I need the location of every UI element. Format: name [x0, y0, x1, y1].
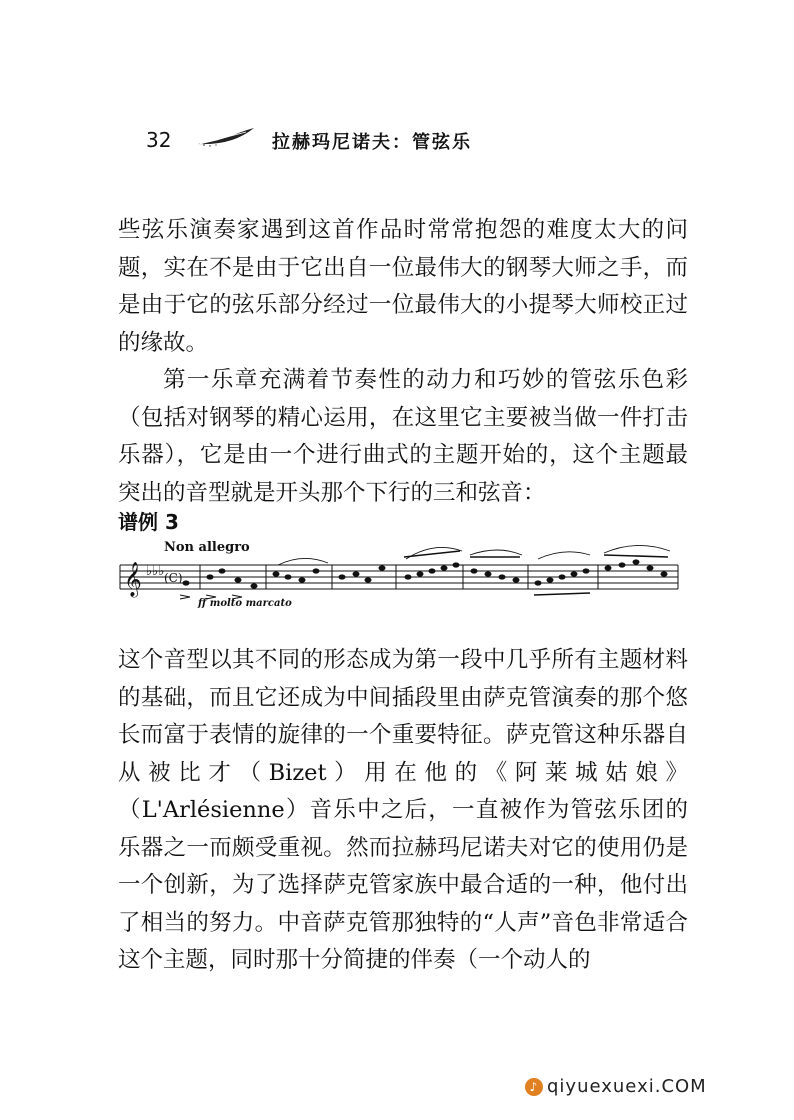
dynamic-marking: ff molto marcato [198, 598, 292, 609]
paragraph-1: 些弦乐演奏家遇到这首作品时常常抱怨的难度太大的问题，实在不是由于它出自一位最伟大的钢琴大师之手，而是由于它的弦乐部分经过一位最伟大的小提琴大师校正过的缘故。 [118, 217, 688, 356]
music-logo-icon: ♪ [525, 1078, 543, 1096]
example-label: 谱例 3 [118, 510, 179, 534]
treble-clef-icon: 𝄞 [124, 562, 142, 597]
page-number: 32 [146, 128, 172, 152]
site-watermark [525, 1076, 707, 1097]
music-example [118, 535, 688, 620]
svg-text:(C): (C) [164, 571, 183, 585]
feather-ornament-icon [196, 126, 256, 148]
tempo-marking: Non allegro [164, 540, 250, 555]
running-title: 拉赫玛尼诺夫：管弦乐 [272, 132, 472, 153]
page-header [146, 124, 706, 160]
svg-text:♭♭♭: ♭♭♭ [146, 564, 165, 579]
paragraph-3: 这个音型以其不同的形态成为第一段中几乎所有主题材料的基础，而且它还成为中间插段里由萨克管演奏的那个悠长而富于表情的旋律的一个重要特征。萨克管这种乐器自从被比才（Bizet）用在他的《阿莱城姑娘》（L'Arlésienne）音乐中之后，一直被作为管弦乐团的乐器之一而颇受重视。然而拉赫玛尼诺夫对它的使用仍是一个创新，为了选择萨克管家族中最合适的一种，他付出了相当的努力。中音萨克管那独特的“人声”音色非常适合这个主题，同时那十分简捷的伴奏（一个动人的 [118, 647, 688, 973]
watermark-text: qiyuexuexi.COM [547, 1076, 707, 1097]
paragraph-2: 第一乐章充满着节奏性的动力和巧妙的管弦乐色彩（包括对钢琴的精心运用，在这里它主要被当做一件打击乐器），它是由一个进行曲式的主题开始的，这个主题最突出的音型就是开头那个下行的三和弦音： [118, 367, 688, 506]
